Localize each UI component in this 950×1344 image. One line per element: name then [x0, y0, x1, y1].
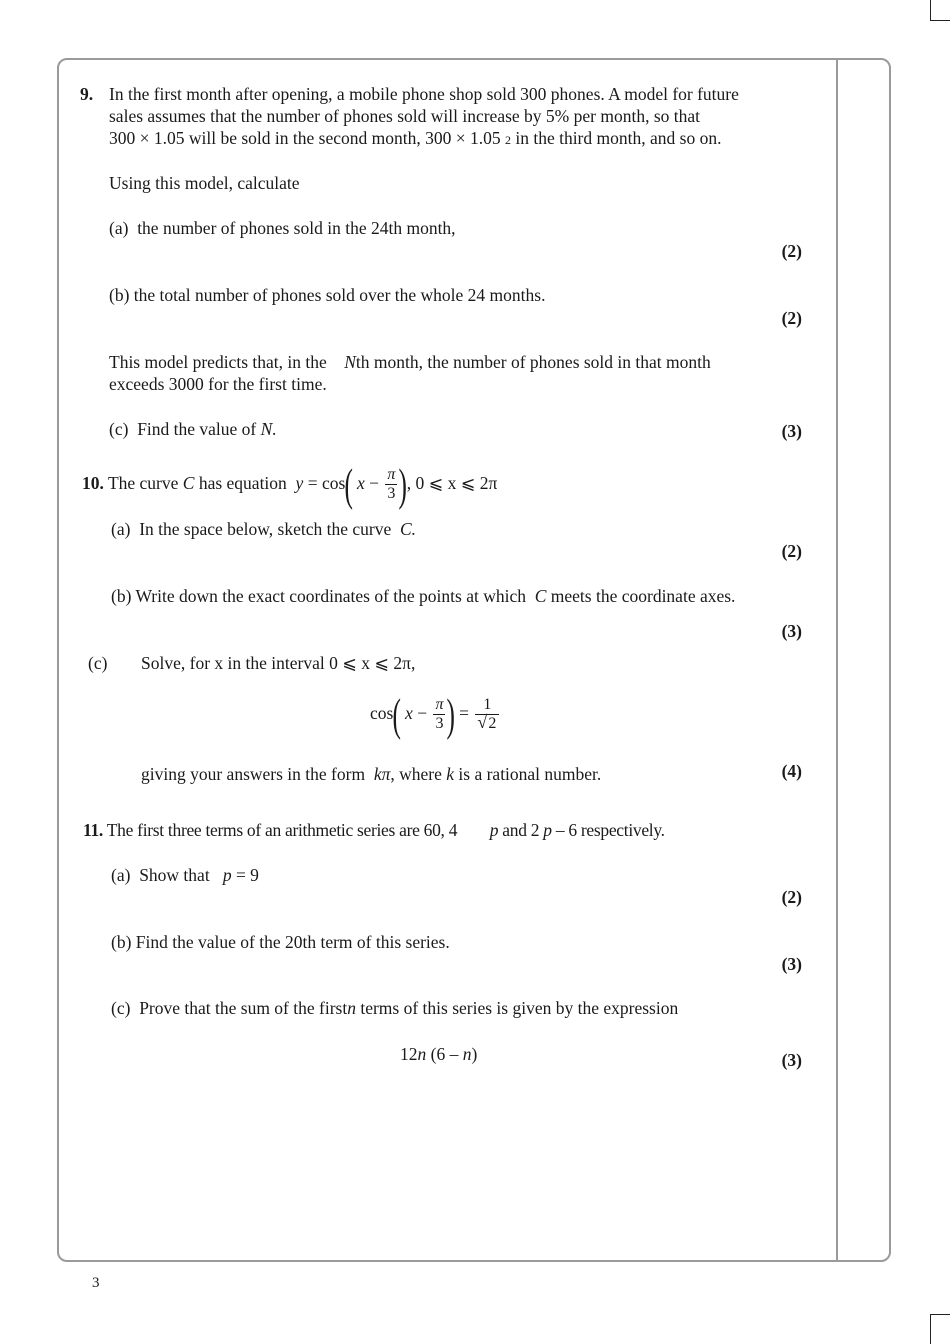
q11b-text: (b) Find the value of the 20th term of this series.: [111, 932, 450, 952]
crop-mark-top-right-h: [930, 20, 950, 21]
q9-intro-line1: In the first month after opening, a mobile phone shop sold 300 phones. A model for future: [109, 84, 739, 104]
q9a-marks: (2): [781, 241, 802, 261]
q9-using-model: Using this model, calculate: [109, 173, 300, 193]
q11c-marks: (3): [781, 1050, 802, 1070]
q9-predict-line2: exceeds 3000 for the first time.: [109, 374, 327, 394]
crop-mark-bottom-right-h: [930, 1314, 950, 1315]
q9b-text: (b) the total number of phones sold over the whole 24 months.: [109, 285, 546, 305]
q10c-text: Solve, for x in the interval 0 ⩽ x ⩽ 2π,: [141, 653, 416, 673]
q10a-text: (a) In the space below, sketch the curve C.: [111, 519, 417, 539]
q11c-expression: 12n (6 – n): [400, 1044, 478, 1064]
q10a-marks: (2): [781, 541, 802, 561]
q10c-label: (c): [88, 653, 108, 673]
page-number: 3: [92, 1275, 100, 1291]
q9-predict-line1: This model predicts that, in the Nth month, the number of phones sold in that month: [109, 352, 711, 372]
q9-number: 9.: [80, 84, 94, 104]
q10c-equation: cos( x − $\frac{\pi}{3}$ ) = 1 √ 2: [370, 690, 501, 738]
crop-mark-top-right-v: [930, 0, 931, 20]
q11c-text: (c) Prove that the sum of the firstn terms of this series is given by the expression: [111, 998, 679, 1018]
q10c-giving: giving your answers in the form kπ, where k is a rational number.: [141, 764, 602, 784]
q11-intro: 11. The first three terms of an arithmetic series are 60, 4 p and 2 p – 6 respectively.: [83, 820, 665, 840]
q11a-text: (a) Show that p = 9: [111, 865, 259, 885]
q11a-marks: (2): [781, 887, 802, 907]
q9b-marks: (2): [781, 308, 802, 328]
q10-intro: 10. The curve C has equation y = cos( x − $\frac{\pi}{3}$ ), 0 ⩽ x ⩽ 2π: [82, 458, 498, 510]
crop-mark-bottom-right-v: [930, 1314, 931, 1344]
q9-intro-line2: sales assumes that the number of phones sold will increase by 5% per month, so that: [109, 106, 700, 126]
q10c-marks: (4): [781, 761, 802, 781]
q11b-marks: (3): [781, 954, 802, 974]
q9c-text: (c) Find the value of N.: [109, 419, 277, 439]
q9a-text: (a) the number of phones sold in the 24th month,: [109, 218, 456, 238]
q9-intro-line3: 300 × 1.05 will be sold in the second month, 300 × 1.05 2 in the third month, and so on.: [109, 128, 722, 148]
q10b-marks: (3): [781, 621, 802, 641]
margin-line: [836, 60, 838, 1262]
q9c-marks: (3): [781, 421, 802, 441]
q10b-text: (b) Write down the exact coordinates of the points at which C meets the coordinate axes.: [111, 586, 736, 606]
